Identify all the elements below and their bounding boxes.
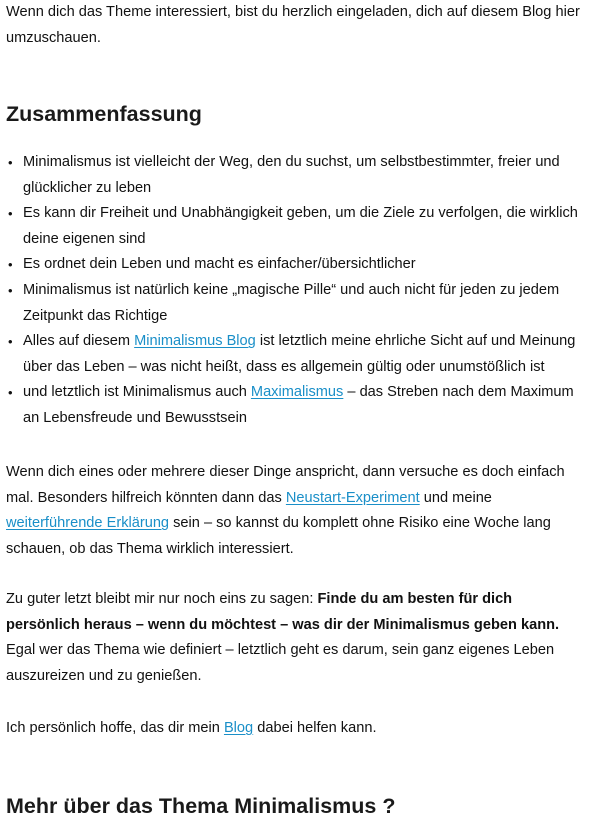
conclusion-text-pre: Zu guter letzt bleibt mir nur noch eins zu sagen:	[6, 591, 318, 607]
list-item-text-post: – das Streben nach dem Maximum an Lebensfreude und Bewusstsein	[23, 384, 574, 426]
list-item-text: Es ordnet dein Leben und macht es einfacher/übersichtlicher	[23, 256, 416, 273]
list-item-text-pre: und letztlich ist Minimalismus auch	[23, 384, 251, 401]
list-item	[6, 329, 580, 380]
maximalismus-link[interactable]: Maximalismus	[250, 384, 344, 401]
summary-heading: Zusammenfassung	[6, 102, 202, 126]
list-item-text: Minimalismus ist natürlich keine „magische Pille“ und auch nicht für jeden zu jedem Zeitpunkt das Richtige	[23, 281, 560, 324]
hope-paragraph	[6, 716, 580, 742]
summary-list	[6, 150, 580, 432]
list-item-text-pre: Alles auf diesem	[23, 333, 135, 350]
list-item	[6, 201, 580, 252]
conclusion-bold-text: Finde du am besten für dich persönlich heraus – wenn du möchtest – was dir der Minimalismus geben kann.	[6, 591, 560, 633]
try-it-paragraph	[6, 460, 580, 562]
conclusion-paragraph	[6, 587, 580, 689]
list-item	[6, 380, 580, 431]
list-item	[6, 150, 580, 201]
blog-link[interactable]: Blog	[223, 720, 254, 736]
neustart-experiment-link[interactable]: Neustart-Experiment	[285, 489, 420, 506]
try-it-text-mid: und meine	[419, 489, 492, 506]
try-it-text-pre: Wenn dich eines oder mehrere dieser Dinge anspricht, dann versuche es doch einfach mal. Besonders hilfreich könnten dann das	[6, 464, 565, 506]
list-item-text: Minimalismus ist vielleicht der Weg, den du suchst, um selbstbestimmter, freier und glücklicher zu leben	[23, 154, 560, 196]
conclusion-text-post: Egal wer das Thema wie definiert – letztlich geht es darum, sein ganz eigenes Leben auszureizen und zu genießen.	[6, 642, 555, 684]
minimalismus-blog-link[interactable]: Minimalismus Blog	[134, 333, 256, 350]
weiterfuehrende-erklaerung-link[interactable]: weiterführende Erklärung	[6, 515, 170, 532]
intro-paragraph: Wenn dich das Theme interessiert, bist du herzlich eingeladen, dich auf diesem Blog hier umzuschauen.	[6, 4, 580, 46]
list-item-text: Es kann dir Freiheit und Unabhängigkeit geben, um die Ziele zu verfolgen, die wirklich deine eigenen sind	[23, 205, 578, 247]
list-item-text-post: ist letztlich meine ehrliche Sicht auf und Meinung über das Leben – was nicht heißt, dass es allgemein gültig oder unumstößlich ist	[23, 333, 576, 375]
hope-text-pre: Ich persönlich hoffe, das dir mein	[6, 720, 224, 736]
list-item	[6, 252, 580, 278]
try-it-text-post: sein – so kannst du komplett ohne Risiko eine Woche lang schauen, ob das Thema wirklich interessiert.	[6, 515, 551, 557]
hope-text-post: dabei helfen kann.	[253, 720, 377, 736]
more-heading: Mehr über das Thema Minimalismus ?	[6, 794, 396, 818]
list-item	[6, 278, 580, 329]
